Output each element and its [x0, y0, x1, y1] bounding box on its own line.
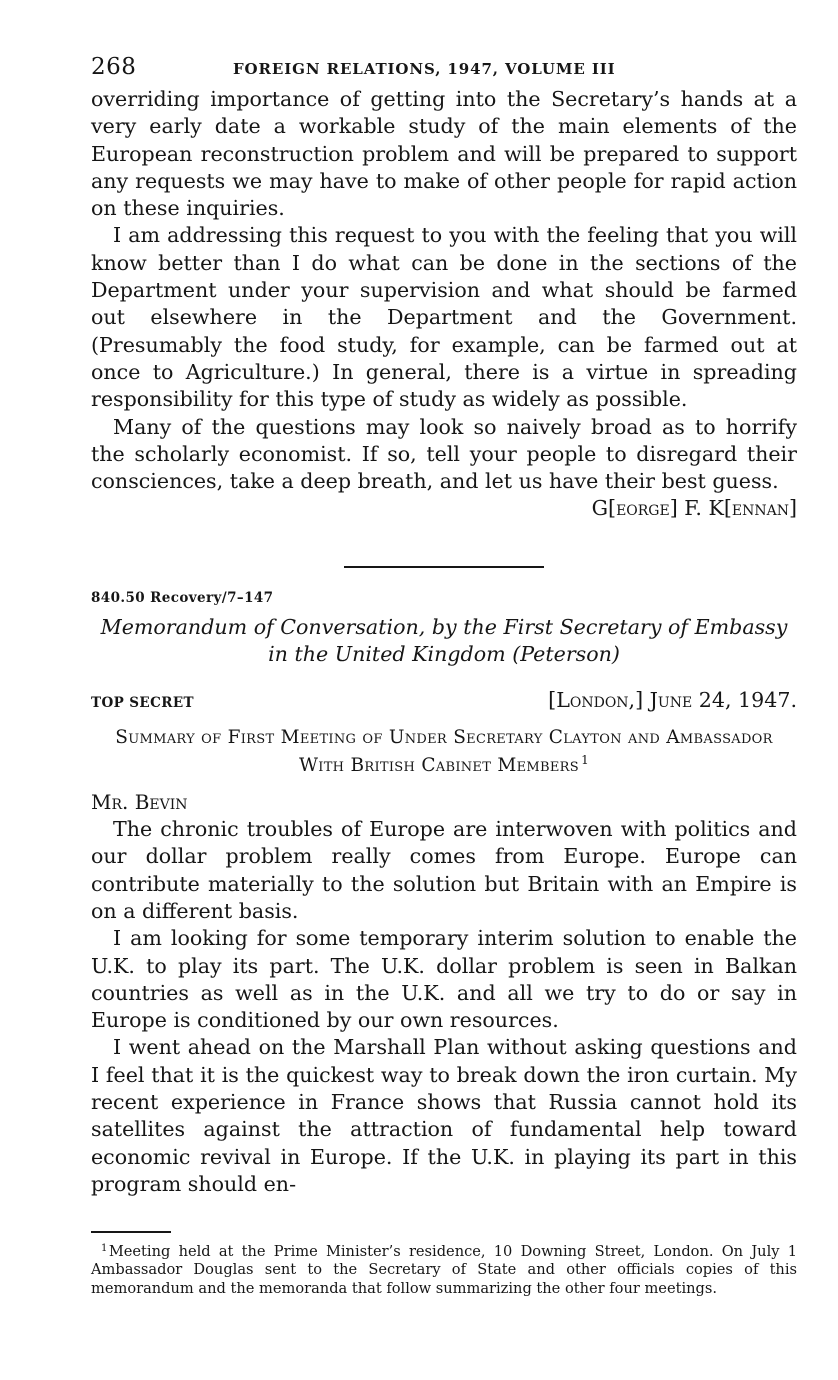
body-paragraph: Many of the questions may look so naively broad as to horrify the scholarly economist. If so, tell your people to disregard their consciences, take a deep breath, and let us have their best guess.	[91, 414, 797, 494]
footnote	[91, 1243, 797, 1299]
dateline: [London,] June 24, 1947.	[548, 687, 797, 712]
footnote-number: 1	[101, 1242, 108, 1254]
speaker-name: Mr. Bevin	[91, 789, 188, 814]
summary-title-text: Summary of First Meeting of Under Secretary Clayton and Ambassador With British Cabinet Members	[115, 726, 773, 776]
body-paragraph: overriding importance of getting into the Secretary’s hands at a very early date a workable study of the main elements of the European reconstruction problem and will be prepared to support any requests we may have to make of other people for rapid action on these inquiries.	[91, 87, 797, 221]
body-paragraph: The chronic troubles of Europe are interwoven with politics and our dollar problem really comes from Europe. Europe can contribute materially to the solution but Britain with an Empire is on a different basis.	[91, 817, 797, 923]
footnote-text: Meeting held at the Prime Minister’s residence, 10 Downing Street, London. On July 1 Ambassador Douglas sent to the Secretary of State and other officials copies of this memorandum and the memoranda that follow summarizing the other four meetings.	[91, 1242, 797, 1298]
summary-title	[91, 724, 797, 780]
classification-label: TOP SECRET	[91, 694, 194, 711]
classification-row	[91, 688, 797, 712]
footnote-marker: 1	[581, 752, 590, 767]
continued-letter	[91, 86, 797, 523]
page-header	[91, 54, 797, 86]
file-reference: 840.50 Recovery/7–147	[91, 589, 274, 606]
section-divider	[344, 566, 544, 568]
running-title: FOREIGN RELATIONS, 1947, VOLUME III	[233, 60, 616, 78]
body-paragraph: I am looking for some temporary interim solution to enable the U.K. to play its part. The U.K. dollar problem is seen in Balkan countries as well as in the U.K. and all we try to do or say in Europe is conditioned by our own resources.	[91, 926, 797, 1033]
body-paragraph: I went ahead on the Marshall Plan without asking questions and I feel that it is the quickest way to break down the iron curtain. My recent experience in France shows that Russia cannot hold its satellites against the attraction of fundamental help toward economic revival in Europe. If the U.K. in playing its part in this program should en-	[91, 1035, 797, 1196]
document-title: Memorandum of Conversation, by the First Secretary of Embassy in the United Kingdom (Peterson)	[100, 614, 788, 666]
body-paragraph: I am addressing this request to you with the feeling that you will know better than I do what can be done in the sections of the Department under your supervision and what should be farmed out elsewhere in the Department and the Government. (Presumably the food study, for example, can be farmed out at once to Agriculture.) In general, there is a virtue in spreading responsibility for this type of study as widely as possible.	[91, 223, 797, 412]
page-number: 268	[91, 54, 137, 80]
document-page	[91, 54, 797, 1299]
footnote-divider	[91, 1231, 171, 1233]
signature: G[eorge] F. K[ennan]	[591, 496, 797, 521]
